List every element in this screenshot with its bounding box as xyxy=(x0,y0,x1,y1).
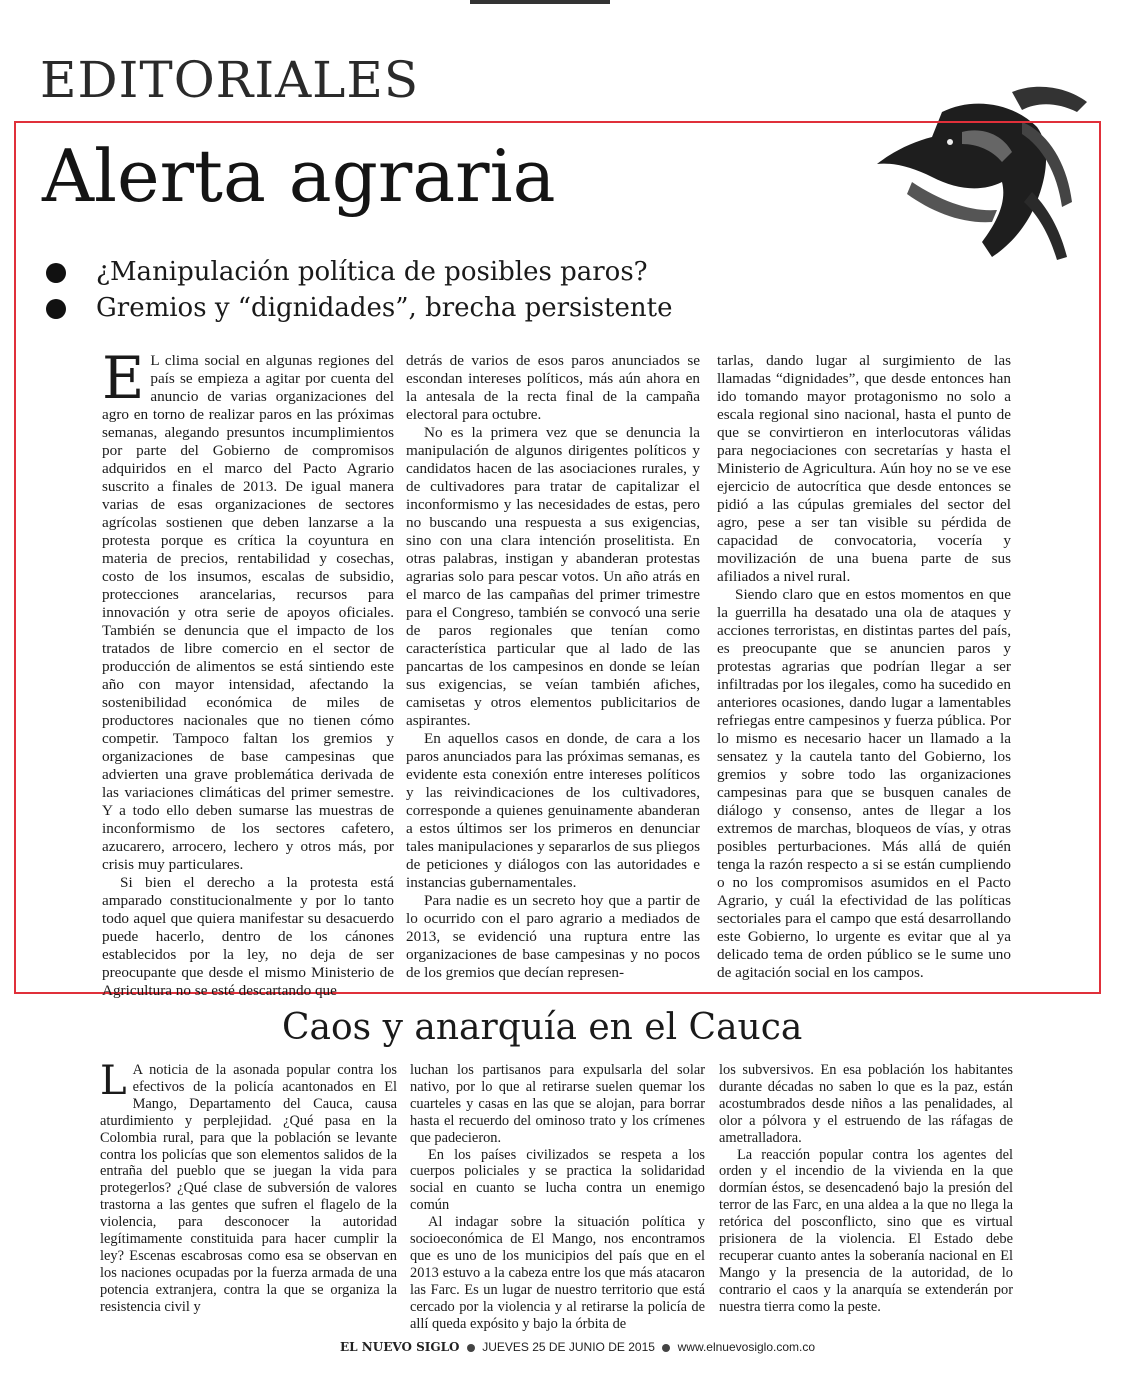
paragraph: Siendo claro que en estos momentos en que la guerrilla ha desatado una ola de ataques y acciones terroristas, en distintas partes del país, es preocupante que se anuncien paros y protestas agrarias que podrían llegar a ser infiltradas por los ilegales, como ha sucedido en anteriores ocasiones, dando lugar a lamentables refriegas entre campesinos y fuerza pública. Por lo mismo es necesario hacer un llamado a la sensatez y la cautela tanto del Gobierno, los gremios y sobre todo las organizaciones campesinas para que se busquen canales de diálogo y consenso, antes de llegar a los extremos de marchas, bloqueos de vías, y otras posibles perturbaciones. Más allá de quién tenga la razón respecto a si se están cumpliendo o no los compromisos asumidos en el Pacto Agrario, y cuál la efectividad de las políticas sectoriales para el campo que está desarrollando este Gobierno, lo urgente es evitar que al ya delicado tema de orden público se le sume uno de agitación social en los campos. xyxy=(717,586,1011,981)
paragraph xyxy=(100,1058,397,1316)
deck-text-1: ¿Manipulación política de posibles paros? xyxy=(96,257,648,287)
paragraph-text: A noticia de la asonada popular contra los efectivos de la policía acantonados en El Mango, Departamento del Cauca, causa aturdimiento y perplejidad. ¿Qué pasa en la Colombia rural, para que la población se levante contra los policías que son elementos salidos de la entraña del pueblo que se juegan la vida para protegerlos? ¿Qué clase de subversión de valores trastorna a las gentes que sufren el flagelo de la violencia, para desconocer la autoridad legítimamente constituida para hacer cumplir la ley? Escenas escabrosas como esa se observan en los naciones ocupadas por la fuerza armada de una potencia extranjera, contra la que se organiza la resistencia civil y xyxy=(100,1062,397,1315)
paragraph: En los países civilizados se respeta a los cuerpos policiales y se practica la solidaridad social en cuanto se lucha contra un enemigo común xyxy=(410,1146,705,1214)
paragraph: los subversivos. En esa población los habitantes durante décadas no saben lo que es la paz, están acostumbrados desde niños a las penalidades, al olor a pólvora y el estruendo de las ráfagas de ametralladora. xyxy=(719,1062,1013,1146)
top-edge-mark xyxy=(470,0,610,4)
paragraph: Si bien el derecho a la protesta está amparado constitucionalmente y por lo tanto todo aquel que quiera manifestar su desacuerdo puede hacerlo, dentro de los cánones establecidos por la ley, no deja de ser preocupante que desde el mismo Ministerio de Agricultura no se esté descartando que xyxy=(102,874,394,999)
separator-dot-icon xyxy=(467,1344,475,1352)
paragraph: Para nadie es un secreto hoy que a partir de lo ocurrido con el paro agrario a mediados de 2013, se evidenció una ruptura entre las organizaciones de base campesinas y no pocos de los gremios que decían represen- xyxy=(406,892,700,981)
section-heading: EDITORIALES xyxy=(40,51,420,109)
issue-date: JUEVES 25 DE JUNIO DE 2015 xyxy=(482,1340,655,1354)
paragraph: tarlas, dando lugar al surgimiento de las llamadas “dignidades”, que desde entonces han ido tomando mayor protagonismo no solo a escala regional sino nacional, hasta el punto de que se convirtieron en interlocutoras válidas para negociaciones con secretarías y hasta el Ministerio de Agricultura. Aún hoy no se ve ese ejercicio de autocrítica que desde entonces se pidió a las cúpulas gremiales del sector del agro, pese a ser tan visible su pérdida de capacidad de convocatoria, vocería y movilización de una buena parte de sus afiliados a nivel rural. xyxy=(717,352,1011,585)
editorial-title: Alerta agraria xyxy=(42,134,556,218)
editorial1-column-3 xyxy=(717,352,1011,982)
website-link[interactable]: www.elnuevosiglo.com.co xyxy=(677,1340,816,1354)
separator-dot-icon xyxy=(662,1344,670,1352)
paragraph: luchan los partisanos para expulsarla del solar nativo, por lo que al retirarse suelen quemar los cuarteles y casas en las que se alojan, para borrar hasta el recuerdo del ominoso trato y los crímenes que padecieron. xyxy=(410,1062,705,1146)
editorial2-column-3 xyxy=(719,1062,1013,1316)
paragraph: La reacción popular contra los agentes del orden y el incendio de la vivienda en la que dormían éstos, se desencadenó bajo la presión del terror de las Farc, en una aldea a la que no llega la retórica del posconflicto, sino que es virtual prisionera de la violencia. El Estado debe recuperar cuanto antes la soberanía nacional en El Mango y la presencia de la autoridad, de lo contrario el caos y la anarquía se extenderán por nuestra tierra como la peste. xyxy=(719,1146,1013,1315)
editorial1-column-2 xyxy=(406,352,700,982)
paragraph: detrás de varios de esos paros anunciados se escondan intereses políticos, más aún ahora en la antesala de la recta final de la campaña electoral para octubre. xyxy=(406,352,700,423)
deck-bullet-1 xyxy=(46,257,648,287)
paragraph: No es la primera vez que se denuncia la manipulación de algunos dirigentes políticos y candidatos hacen de las asociaciones rurales, y de cultivadores para tratar de capitalizar el inconformismo y las necesidades de estas, pero no buscando una respuesta a sus exigencias, sino con una clara intención proselitista. En otras palabras, instigan y abanderan protestas agrarias solo para pescar votos. Un año atrás en el marco de las campañas del primer trimestre para el Congreso, también se convocó una serie de paros regionales que tenían como característica particular que al lado de las pancartas de los campesinos en donde se leían sus exigencias, se veían también afiches, camisetas y otros elementos publicitarios de aspirantes. xyxy=(406,424,700,729)
paragraph-text: L clima social en algunas regiones del país se empieza a agitar por cuenta del anuncio de varias organizaciones del agro en torno de realizar paros en las próximas semanas, alegando presuntos incumplimientos por parte del Gobierno de compromisos adquiridos en el marco del Pacto Agrario suscrito a finales de 2013. De igual manera varias de esas organizaciones de sectores agrícolas sostienen que deben lanzarse a la protesta porque es crítica la coyuntura en materia de precios, rentabilidad y cosechas, costo de los insumos, escalas de subsidio, protecciones arancelarias, recursos para innovación y otra serie de apoyos oficiales. También se denuncia que el impacto de los tratados de libre comercio en el sector de producción de alimentos se está sintiendo este año con mayor intensidad, afectando la sostenibilidad económica de miles de productores nacionales que no tienen cómo competir. Tampoco faltan los gremios y organizaciones de base campesinas que advierten una grave problemática derivada de las variaciones climáticas del primer semestre. Y a todo ello deben sumarse las muestras de inconformismo de los sectores cafetero, azucarero, arrocero, lechero y otros más, por crisis muy particulares. xyxy=(102,352,394,873)
bullet-icon xyxy=(46,299,66,319)
dropcap: E xyxy=(102,344,145,412)
editorial2-column-1 xyxy=(100,1058,397,1316)
bullet-icon xyxy=(46,263,66,283)
paragraph xyxy=(102,344,394,874)
newspaper-name: EL NUEVO SIGLO xyxy=(340,1340,460,1354)
editorial2-column-2 xyxy=(410,1062,705,1333)
paragraph: Al indagar sobre la situación política y socioeconómica de El Mango, nos encontramos que es uno de los municipios del país que en el 2013 estuvo a la cabeza entre los que más atacaron las Farc. Es un lugar de nuestro territorio que está cercado por la violencia y al retirarse la policía de allí queda expósito y bajo la órbita de xyxy=(410,1214,705,1332)
deck-bullet-2 xyxy=(46,293,672,323)
paragraph: En aquellos casos en donde, de cara a los paros anunciados para las próximas semanas, es evidente esta conexión entre intereses políticos y las reivindicaciones de los cultivadores, corresponde a quienes genuinamente abanderan a estos últimos ser los primeros en denunciar tales manipulaciones y separarlos de sus pliegos de peticiones y diálogos con las autoridades e instancias gubernamentales. xyxy=(406,730,700,891)
page-footer xyxy=(340,1340,815,1354)
dropcap: L xyxy=(100,1058,127,1104)
deck-text-2: Gremios y “dignidades”, brecha persistente xyxy=(96,293,673,323)
editorial1-column-1 xyxy=(102,344,394,1000)
second-editorial-title: Caos y anarquía en el Cauca xyxy=(282,1007,803,1048)
